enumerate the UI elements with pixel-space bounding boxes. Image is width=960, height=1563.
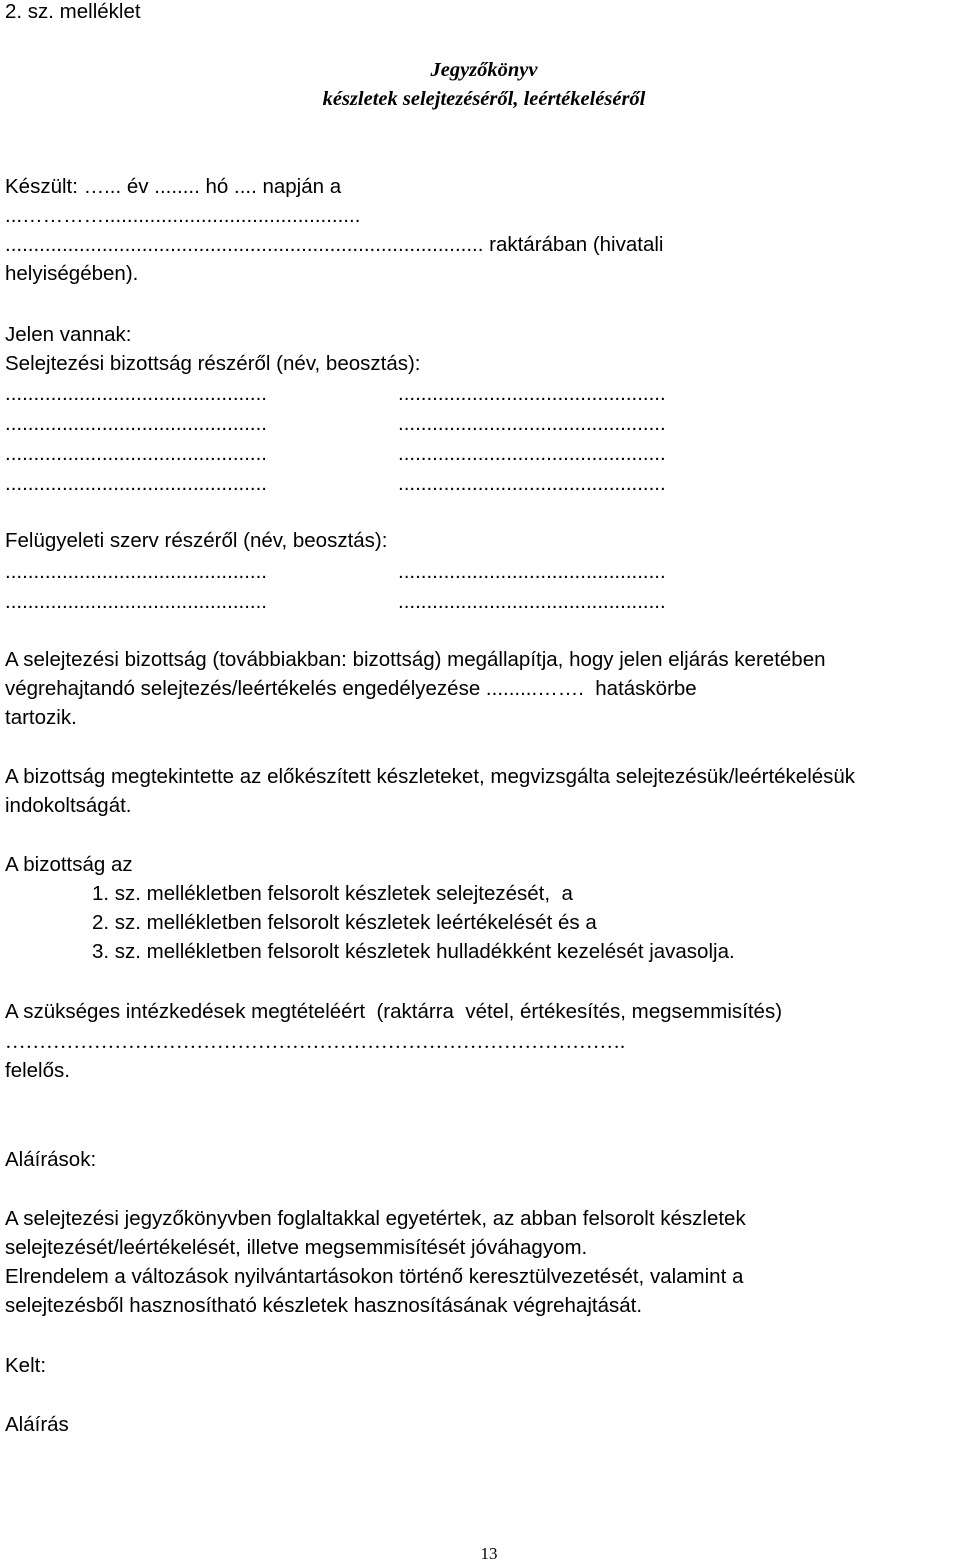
supervisor-row-left: .............................................. (5, 560, 267, 583)
signature-label: Aláírás (5, 1413, 69, 1436)
committee-heading: Selejtezési bizottság részéről (név, beosztás): (5, 352, 421, 375)
supervisor-row-left: .............................................. (5, 590, 267, 613)
supervisor-heading: Felügyeleti szerv részéről (név, beosztás): (5, 529, 388, 552)
proposal-list-item: 2. sz. mellékletben felsorolt készletek leértékelését és a (92, 911, 597, 934)
made-line-4: helyiségében). (5, 262, 139, 285)
present-heading: Jelen vannak: (5, 323, 132, 346)
order-line-1: Elrendelem a változások nyilvántartásokon történő keresztülvezetését, valamint a (5, 1265, 744, 1288)
document-subtitle: készletek selejtezéséről, leértékeléséről (322, 88, 646, 110)
committee-row-left: .............................................. (5, 442, 267, 465)
findings-p4-line-2: ………………………………………………………………………………. (5, 1031, 626, 1053)
findings-p3-heading: A bizottság az (5, 853, 133, 876)
committee-row-right: ............................................... (398, 442, 666, 465)
made-line-3: .................................................................................... raktárában (hivatali (5, 233, 664, 256)
supervisor-row-right: ............................................... (398, 590, 666, 613)
approval-line-1: A selejtezési jegyzőkönyvben foglaltakkal egyetértek, az abban felsorolt készletek (5, 1207, 746, 1230)
page-number: 13 (480, 1544, 498, 1563)
committee-row-right: ............................................... (398, 412, 666, 435)
committee-row-right: ............................................... (398, 472, 666, 495)
committee-row-left: .............................................. (5, 472, 267, 495)
made-line-1: Készült: …... év ........ hó .... napján a (5, 175, 342, 198)
order-line-2: selejtezésből hasznosítható készletek hasznosításának végrehajtását. (5, 1294, 643, 1317)
made-line-2: ...…………............................................. (5, 204, 361, 227)
proposal-list-item: 3. sz. mellékletben felsorolt készletek hulladékként kezelését javasolja. (92, 940, 735, 963)
supervisor-row-right: ............................................... (398, 560, 666, 583)
findings-p1-line-3: tartozik. (5, 706, 77, 729)
findings-p1-line-1: A selejtezési bizottság (továbbiakban: bizottság) megállapítja, hogy jelen eljárás keretében (5, 648, 826, 671)
document-title: Jegyzőkönyv (430, 59, 538, 81)
findings-p4-line-1: A szükséges intézkedések megtételéért (raktárra vétel, értékesítés, megsemmisítés) (5, 1000, 783, 1023)
findings-p2-line-2: indokoltságát. (5, 794, 132, 817)
proposal-list-item: 1. sz. mellékletben felsorolt készletek selejtezését, a (92, 882, 573, 905)
dated-label: Kelt: (5, 1354, 47, 1377)
attachment-label: 2. sz. melléklet (5, 0, 141, 23)
approval-line-2: selejtezését/leértékelését, illetve megsemmisítését jóváhagyom. (5, 1236, 588, 1259)
findings-p2-line-1: A bizottság megtekintette az előkészített készleteket, megvizsgálta selejtezésük/leértékelésük (5, 765, 856, 788)
committee-row-left: .............................................. (5, 412, 267, 435)
signatures-heading: Aláírások: (5, 1148, 97, 1171)
findings-p4-line-3: felelős. (5, 1059, 70, 1082)
committee-row-left: .............................................. (5, 382, 267, 405)
findings-p1-line-2: végrehajtandó selejtezés/leértékelés engedélyezése .........……. hatáskörbe (5, 677, 697, 700)
committee-row-right: ............................................... (398, 382, 666, 405)
